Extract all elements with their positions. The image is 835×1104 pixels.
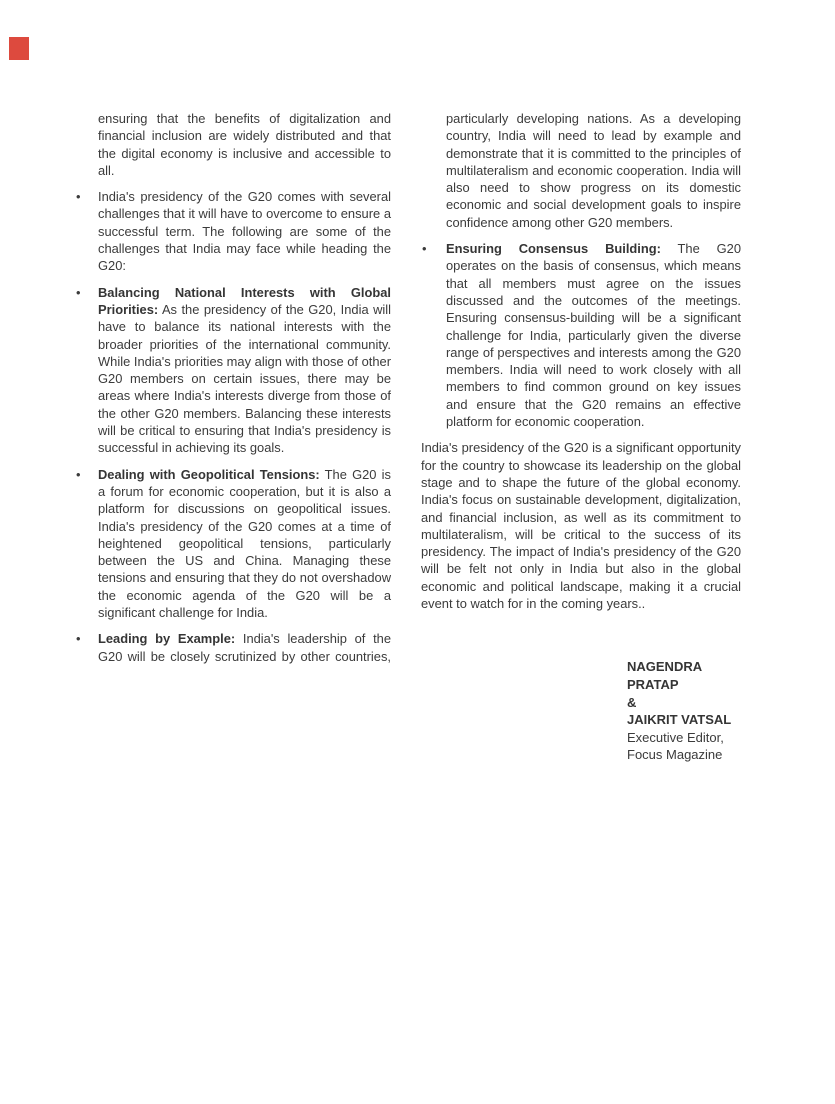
bullet-icon: • xyxy=(76,284,81,300)
bullet-icon: • xyxy=(76,189,81,205)
bullet-text: As the presidency of the G20, India will have to balance its national interests with the broader priorities of the international community. While India's priorities may align with those of other G20 members on certain issues, there may be areas where India's interests diverge from those of the other G20 members. Balancing these interests will be critical to ensuring that India's presidency is successful in achieving its goals. xyxy=(98,301,391,456)
bullet-heading: Leading by Example: xyxy=(98,631,236,647)
signature-role: Executive Editor, xyxy=(627,729,724,745)
list-item xyxy=(75,284,391,457)
bullet-paragraph xyxy=(446,240,741,430)
red-corner-marker xyxy=(9,37,29,60)
bullet-heading: Ensuring Consensus Building: xyxy=(446,241,661,257)
bullet-heading: Balancing National Interests with Global Priorities: xyxy=(98,284,391,317)
signature-name-2: JAIKRIT VATSAL xyxy=(627,712,732,728)
signature-organization: Focus Magazine xyxy=(627,747,723,763)
bullet-icon: • xyxy=(76,466,81,482)
intro-continuation-paragraph: ensuring that the benefits of digitalization and financial inclusion are widely distributed and that the digital economy is inclusive and accessible to all. xyxy=(98,111,391,178)
bullet-icon: • xyxy=(76,631,81,647)
bullet-icon: • xyxy=(422,241,427,257)
bullet-text: The G20 operates on the basis of consensus, which means that all members must agree on the issues discussed and the outcomes of the meetings. Ensuring consensus-building will be a significant challenge for India, particularly given the diverse range of perspectives and interests among the G20 members. India will need to work closely with all members to find common ground on key issues and ensure that the G20 remains an effective platform for economic cooperation. xyxy=(446,241,741,430)
bullet-paragraph xyxy=(98,630,391,665)
bullet-text: India's leadership of the G20 will be closely scrutinized by other countries, xyxy=(98,631,391,664)
list-item xyxy=(75,188,391,274)
bullet-paragraph xyxy=(98,284,391,457)
left-column xyxy=(75,110,391,674)
signature-name-1: NAGENDRA PRATAP xyxy=(627,659,702,692)
list-item xyxy=(421,240,741,430)
bullet-heading: Dealing with Geopolitical Tensions: xyxy=(98,466,320,482)
bullet-text: The G20 is a forum for economic cooperation, but it is also a platform for discussions on geopolitical issues. India's presidency of the G20 comes at a time of heightened geopolitical tensions, particularly between the US and China. Managing these tensions and ensuring that they do not overshadow the economic agenda of the G20 will be a significant challenge for India. xyxy=(98,466,391,621)
right-column xyxy=(421,110,741,764)
list-item xyxy=(75,466,391,622)
bullet-paragraph xyxy=(98,466,391,622)
signature-ampersand: & xyxy=(627,694,637,710)
signature-block xyxy=(627,658,741,764)
closing-paragraph: India's presidency of the G20 is a significant opportunity for the country to showcase its leadership on the global stage and to shape the future of the global economy. India's focus on sustainable development, digitalization, and financial inclusion, as well as its commitment to multilateralism, will be critical to the success of its presidency. The impact of India's presidency of the G20 will be felt not only in India but also in the global economic and political landscape, making it a crucial event to watch for in the coming years.. xyxy=(421,440,741,612)
continuation-paragraph: particularly developing nations. As a developing country, India will need to lead by example and demonstrate that it is committed to the principles of multilateralism and economic cooperation. India will also need to show progress on its domestic economic and social development goals to inspire confidence among other G20 members. xyxy=(446,111,741,230)
bullet-text: India's presidency of the G20 comes with several challenges that it will have to overcome to ensure a successful term. The following are some of the challenges that India may face while heading the G20: xyxy=(98,189,391,274)
list-item xyxy=(75,630,391,665)
bullet-paragraph xyxy=(98,188,391,274)
